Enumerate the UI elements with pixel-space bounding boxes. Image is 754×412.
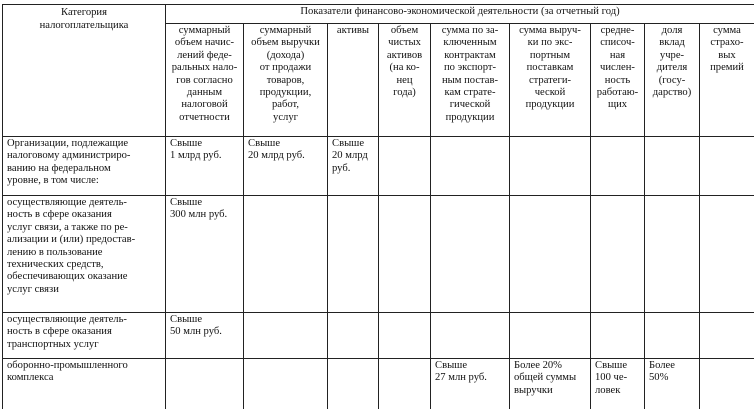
table-cell (431, 313, 510, 359)
table-cell (379, 196, 431, 313)
table-cell (700, 196, 754, 313)
table-cell (645, 196, 700, 313)
header-column: средне- списоч- ная числен- ность работаю- щих (591, 24, 645, 137)
table-cell (591, 137, 645, 196)
table-cell (166, 359, 244, 409)
table-cell (645, 137, 700, 196)
header-indicators-group: Показатели финансово-экономической деятельности (за отчетный год) (166, 5, 754, 24)
header-column: активы (328, 24, 379, 137)
table-cell (510, 313, 591, 359)
table-cell (510, 196, 591, 313)
table-row (3, 359, 754, 409)
taxpayer-criteria-table (2, 4, 754, 409)
header-column: сумма по за- ключенным контрактам по экспорт- ным постав- кам страте- гической продукции (431, 24, 510, 137)
table-cell (510, 137, 591, 196)
table-cell: Более 20% общей суммы выручки (510, 359, 591, 409)
table-cell (431, 196, 510, 313)
row-category: Организации, подлежащие налоговому администриро- ванию на федеральном уровне, в том числе: (3, 137, 166, 196)
table-cell (328, 196, 379, 313)
table-cell (328, 313, 379, 359)
table-cell (244, 313, 328, 359)
table-cell (244, 359, 328, 409)
header-column: объем чистых активов (на ко- нец года) (379, 24, 431, 137)
table-cell (591, 313, 645, 359)
table-cell (379, 313, 431, 359)
table-cell (645, 313, 700, 359)
table-cell (700, 137, 754, 196)
table-cell (244, 196, 328, 313)
header-column: суммарный объем выручки (дохода) от продажи товаров, продукции, работ, услуг (244, 24, 328, 137)
table-cell (328, 359, 379, 409)
header-column: суммарный объем начис- лений феде- ральных нало- гов согласно данным налоговой отчетности (166, 24, 244, 137)
header-column: доля вклад учре- дителя (госу- дарство) (645, 24, 700, 137)
table-cell: Свыше 1 млрд руб. (166, 137, 244, 196)
header-column: сумма выруч- ки по экс- портным поставкам стратеги- ческой продукции (510, 24, 591, 137)
table-cell: Свыше 20 млрд руб. (244, 137, 328, 196)
table-row (3, 137, 754, 196)
table-cell (431, 137, 510, 196)
header-category: Категория налогоплательщика (3, 5, 166, 137)
header-column: сумма страхо- вых премий (700, 24, 754, 137)
table-cell: Свыше 300 млн руб. (166, 196, 244, 313)
table-cell (700, 313, 754, 359)
table-cell: Свыше 27 млн руб. (431, 359, 510, 409)
table-cell (591, 196, 645, 313)
table-cell: Свыше 20 млрд руб. (328, 137, 379, 196)
table-row (3, 313, 754, 359)
table-cell (700, 359, 754, 409)
row-category: осуществляющие деятель- ность в сфере оказания услуг связи, а также по ре- ализации и (или) предостав- лению в пользование технических средств, обеспечивающих оказание услуг связи (3, 196, 166, 313)
table-cell: Свыше 50 млн руб. (166, 313, 244, 359)
table-cell (379, 359, 431, 409)
row-category: оборонно-промышленного комплекса (3, 359, 166, 409)
row-category: осуществляющие деятель- ность в сфере оказания транспортных услуг (3, 313, 166, 359)
table-cell (379, 137, 431, 196)
table-cell: Более 50% (645, 359, 700, 409)
table-row (3, 196, 754, 313)
table-cell: Свыше 100 че- ловек (591, 359, 645, 409)
